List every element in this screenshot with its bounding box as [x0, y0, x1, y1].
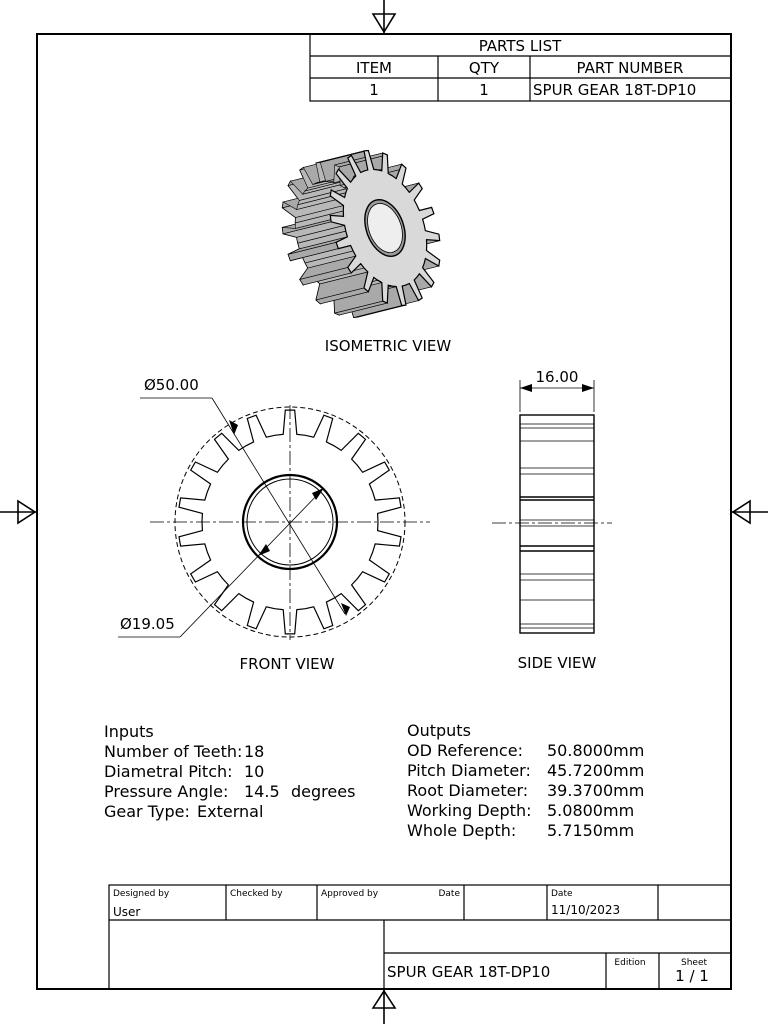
dim-width-arrow-left: [520, 384, 532, 392]
drawing-title: SPUR GEAR 18T-DP10: [387, 963, 551, 981]
output-row-value: 5.0800mm: [547, 801, 635, 820]
sheet-value: 1 / 1: [675, 967, 709, 985]
title-block: [109, 885, 731, 989]
output-row-value: 45.7200mm: [547, 761, 645, 780]
inputs-block: [104, 722, 355, 821]
dim-outer-leader: [140, 398, 345, 614]
dim-outer-diameter: Ø50.00: [144, 376, 199, 394]
input-type-label: Gear Type:: [104, 802, 190, 821]
outputs-heading: Outputs: [407, 721, 471, 740]
isometric-gear: [282, 151, 439, 318]
parts-list-cell-part-number: SPUR GEAR 18T-DP10: [533, 81, 697, 99]
input-teeth-value: 18: [244, 742, 265, 761]
output-row-value: 50.8000mm: [547, 741, 645, 760]
output-row-label: Whole Depth:: [407, 821, 517, 840]
input-pitch-value: 10: [244, 762, 265, 781]
input-angle-value: 14.5: [244, 782, 280, 801]
output-row-label: Pitch Diameter:: [407, 761, 531, 780]
dim-width: 16.00: [535, 368, 579, 386]
front-view: [118, 376, 430, 640]
parts-list-cell-qty: 1: [479, 81, 489, 99]
parts-list-title: PARTS LIST: [478, 37, 562, 55]
side-view: [492, 368, 612, 633]
output-row-value: 39.3700mm: [547, 781, 645, 800]
input-pitch-label: Diametral Pitch:: [104, 762, 233, 781]
approved-date-label: Date: [438, 889, 460, 899]
input-angle-unit: degrees: [291, 782, 356, 801]
parts-list-header-part-number: PART NUMBER: [576, 59, 684, 77]
isometric-view-label: ISOMETRIC VIEW: [324, 337, 452, 355]
input-type-value: External: [197, 802, 264, 821]
date-value: 11/10/2023: [551, 903, 621, 917]
dim-width-arrow-right: [582, 384, 594, 392]
parts-list-table: [310, 34, 731, 101]
inputs-heading: Inputs: [104, 722, 154, 741]
approved-by-label: Approved by: [321, 889, 379, 899]
designed-by-label: Designed by: [113, 889, 170, 899]
parts-list-header-item: ITEM: [355, 59, 393, 77]
checked-by-label: Checked by: [230, 889, 283, 899]
outputs-block: [407, 721, 644, 840]
side-view-label: SIDE VIEW: [517, 654, 597, 672]
output-row-value: 5.7150mm: [547, 821, 635, 840]
designed-by-value: User: [113, 905, 141, 919]
dim-bore-diameter: Ø19.05: [120, 615, 175, 633]
parts-list-cell-item: 1: [369, 81, 379, 99]
parts-list-header-qty: QTY: [468, 59, 500, 77]
output-row-label: Working Depth:: [407, 801, 532, 820]
front-view-label: FRONT VIEW: [239, 655, 335, 673]
edition-label: Edition: [614, 958, 646, 968]
output-row-label: OD Reference:: [407, 741, 523, 760]
date-label: Date: [551, 889, 573, 899]
input-teeth-label: Number of Teeth:: [104, 742, 243, 761]
output-row-label: Root Diameter:: [407, 781, 529, 800]
sheet-label: Sheet: [680, 958, 708, 968]
input-angle-label: Pressure Angle:: [104, 782, 229, 801]
front-centerlines: [150, 405, 430, 640]
